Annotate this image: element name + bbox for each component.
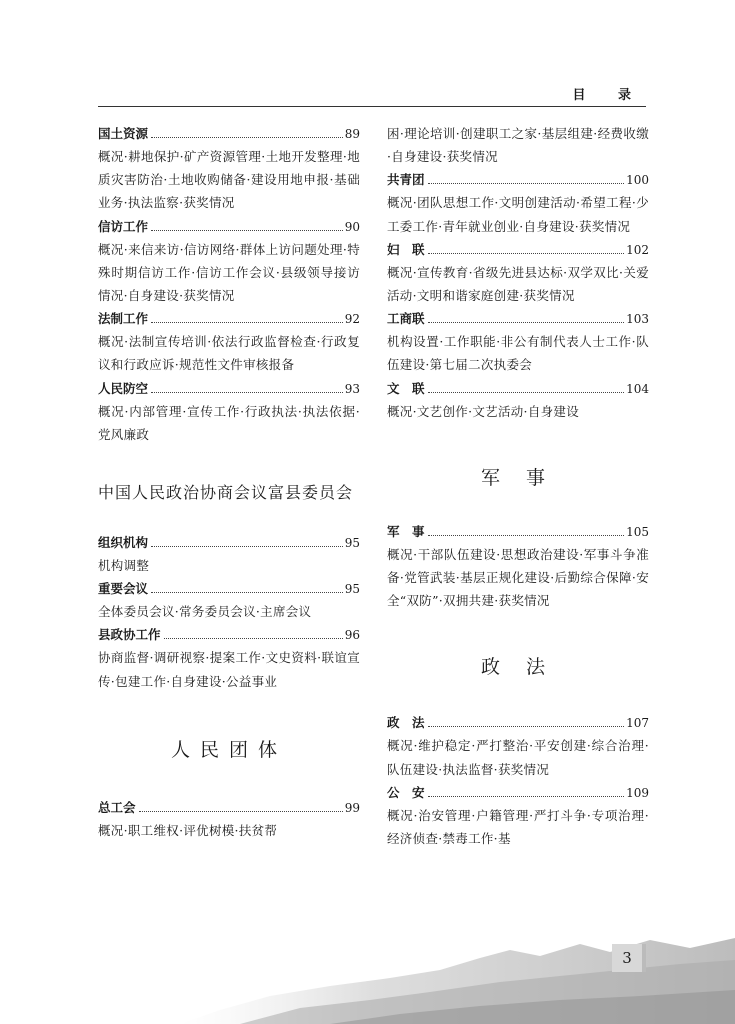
toc-entry xyxy=(98,531,360,577)
toc-entry xyxy=(98,377,360,446)
dot-leader xyxy=(151,591,343,593)
entry-name: 法制工作 xyxy=(98,311,149,327)
toc-link-junshi[interactable] xyxy=(387,520,649,543)
toc-entry xyxy=(387,168,649,237)
toc-link-xinfang[interactable] xyxy=(98,215,360,238)
header-title: 目 录 xyxy=(572,88,645,103)
entry-page: 100 xyxy=(626,173,649,188)
dot-leader xyxy=(139,810,343,812)
entry-name: 组织机构 xyxy=(98,535,149,551)
entry-name: 总工会 xyxy=(98,799,136,815)
toc-link-gongan[interactable] xyxy=(387,781,649,804)
entry-name: 重要会议 xyxy=(98,581,149,597)
right-column xyxy=(387,122,649,850)
entry-name: 国土资源 xyxy=(98,126,149,141)
toc-entry xyxy=(387,711,649,780)
entry-page: 92 xyxy=(344,312,360,327)
toc-link-fazhi[interactable] xyxy=(98,307,360,330)
dot-leader xyxy=(151,391,343,393)
dot-leader xyxy=(151,321,343,323)
entry-desc: 概况·耕地保护·矿产资源管理·土地开发整理·地质灾害防治·土地收购储备·建设用地申报·基础业务·执法监察·获奖情况 xyxy=(98,149,360,211)
entry-desc: 概况·干部队伍建设·思想政治建设·军事斗争准备·党管武装·基层正规化建设·后勤综合保障·安全“双防”·双拥共建·获奖情况 xyxy=(387,546,649,609)
toc-entry xyxy=(98,307,360,376)
section-title: 军 事 xyxy=(480,466,556,489)
entry-page: 99 xyxy=(344,800,360,815)
toc-link-zhengfa[interactable] xyxy=(387,711,649,734)
toc-link-fulian[interactable] xyxy=(387,238,649,261)
entry-desc: 概况·宣传教育·省级先进县达标·双学双比·关爱活动·文明和谐家庭创建·获奖情况 xyxy=(387,264,649,304)
toc-link-huiyi[interactable] xyxy=(98,577,360,600)
entry-page: 103 xyxy=(626,312,649,327)
entry-desc: 概况·内部管理·宣传工作·行政执法·执法依据·党风廉政 xyxy=(98,403,360,442)
entry-page: 105 xyxy=(626,524,649,539)
dot-leader xyxy=(428,391,625,393)
dot-leader xyxy=(428,725,625,727)
entry-name: 县政协工作 xyxy=(98,627,161,643)
dot-leader xyxy=(428,252,625,254)
entry-name: 政 法 xyxy=(387,715,425,731)
dot-leader xyxy=(428,321,625,323)
entry-name: 工商联 xyxy=(387,311,425,327)
entry-name: 文 联 xyxy=(387,380,425,396)
section-title: 政 法 xyxy=(480,656,556,679)
dot-leader xyxy=(428,795,625,797)
toc-entry xyxy=(98,577,360,623)
entry-desc: 机构调整 xyxy=(98,558,150,574)
toc-entry xyxy=(387,238,649,307)
toc-link-zuzhi[interactable] xyxy=(98,531,360,554)
toc-link-zhengxie[interactable] xyxy=(98,623,360,646)
entry-desc: 概况·来信来访·信访网络·群体上访问题处理·特殊时期信访工作·信访工作会议·县级领导接访情况·自身建设·获奖情况 xyxy=(98,241,360,304)
entry-page: 90 xyxy=(344,219,360,234)
entry-name: 共青团 xyxy=(387,172,425,188)
toc-entry xyxy=(98,215,360,308)
toc-link-gongqingtuan[interactable] xyxy=(387,168,649,191)
entry-desc: 机构设置·工作职能·非公有制代表人士工作·队伍建设·第七届二次执委会 xyxy=(387,334,649,373)
toc-link-zonggonghui[interactable] xyxy=(98,796,360,819)
toc-link-gongshanglian[interactable] xyxy=(387,307,649,330)
dot-leader xyxy=(428,534,625,536)
entry-page: 95 xyxy=(344,582,360,597)
toc-entry xyxy=(387,377,649,423)
page-number: 3 xyxy=(612,944,646,972)
entry-desc: 协商监督·调研视察·提案工作·文史资料·联谊宣传·包建工作·自身建设·公益事业 xyxy=(98,650,360,689)
section-title: 人民团体 xyxy=(170,738,287,761)
toc-entry xyxy=(98,796,360,842)
toc-entry xyxy=(98,122,360,215)
entry-name: 军 事 xyxy=(387,523,425,539)
entry-desc: 概况·治安管理·户籍管理·严打斗争·专项治理·经济侦查·禁毒工作·基 xyxy=(387,807,649,847)
toc-link-guotu[interactable] xyxy=(98,122,360,145)
toc-entry xyxy=(387,520,649,613)
toc-link-renfang[interactable] xyxy=(98,377,360,400)
toc-entry xyxy=(387,307,649,376)
dot-leader xyxy=(164,637,343,639)
entry-page: 107 xyxy=(626,716,649,731)
entry-page: 96 xyxy=(344,628,360,643)
entry-page: 109 xyxy=(626,785,649,800)
entry-desc: 概况·团队思想工作·文明创建活动·希望工程·少工委工作·青年就业创业·自身建设·获奖情况 xyxy=(387,195,649,234)
entry-name: 信访工作 xyxy=(98,218,149,234)
entry-desc: 全体委员会议·常务委员会议·主席会议 xyxy=(98,604,312,620)
dot-leader xyxy=(151,545,343,547)
entry-name: 公 安 xyxy=(387,784,425,800)
toc-entry xyxy=(387,781,649,850)
entry-desc: 概况·文艺创作·文艺活动·自身建设 xyxy=(387,403,580,419)
entry-desc-continued: 困·理论培训·创建职工之家·基层组建·经费收缴·自身建设·获奖情况 xyxy=(387,126,649,165)
entry-desc: 概况·法制宣传培训·依法行政监督检查·行政复议和行政应诉·规范性文件审核报备 xyxy=(98,334,360,373)
entry-page: 104 xyxy=(626,381,649,396)
dot-leader xyxy=(428,182,625,184)
landscape-illustration xyxy=(180,930,735,1024)
dot-leader xyxy=(151,136,343,138)
section-title: 中国人民政治协商会议富县委员会 xyxy=(98,483,354,503)
entry-desc: 概况·维护稳定·严打整治·平安创建·综合治理·队伍建设·执法监督·获奖情况 xyxy=(387,738,649,777)
header-rule xyxy=(98,106,646,107)
toc-entry xyxy=(98,623,360,692)
entry-name: 妇 联 xyxy=(387,241,425,257)
entry-page: 89 xyxy=(344,127,360,141)
entry-name: 人民防空 xyxy=(98,380,149,396)
entry-page: 95 xyxy=(344,536,360,551)
toc-link-wenlian[interactable] xyxy=(387,377,649,400)
entry-desc: 概况·职工维权·评优树模·扶贫帮 xyxy=(98,822,278,838)
entry-page: 102 xyxy=(626,242,649,257)
left-column xyxy=(98,122,360,842)
dot-leader xyxy=(151,229,343,231)
entry-page: 93 xyxy=(344,381,360,396)
